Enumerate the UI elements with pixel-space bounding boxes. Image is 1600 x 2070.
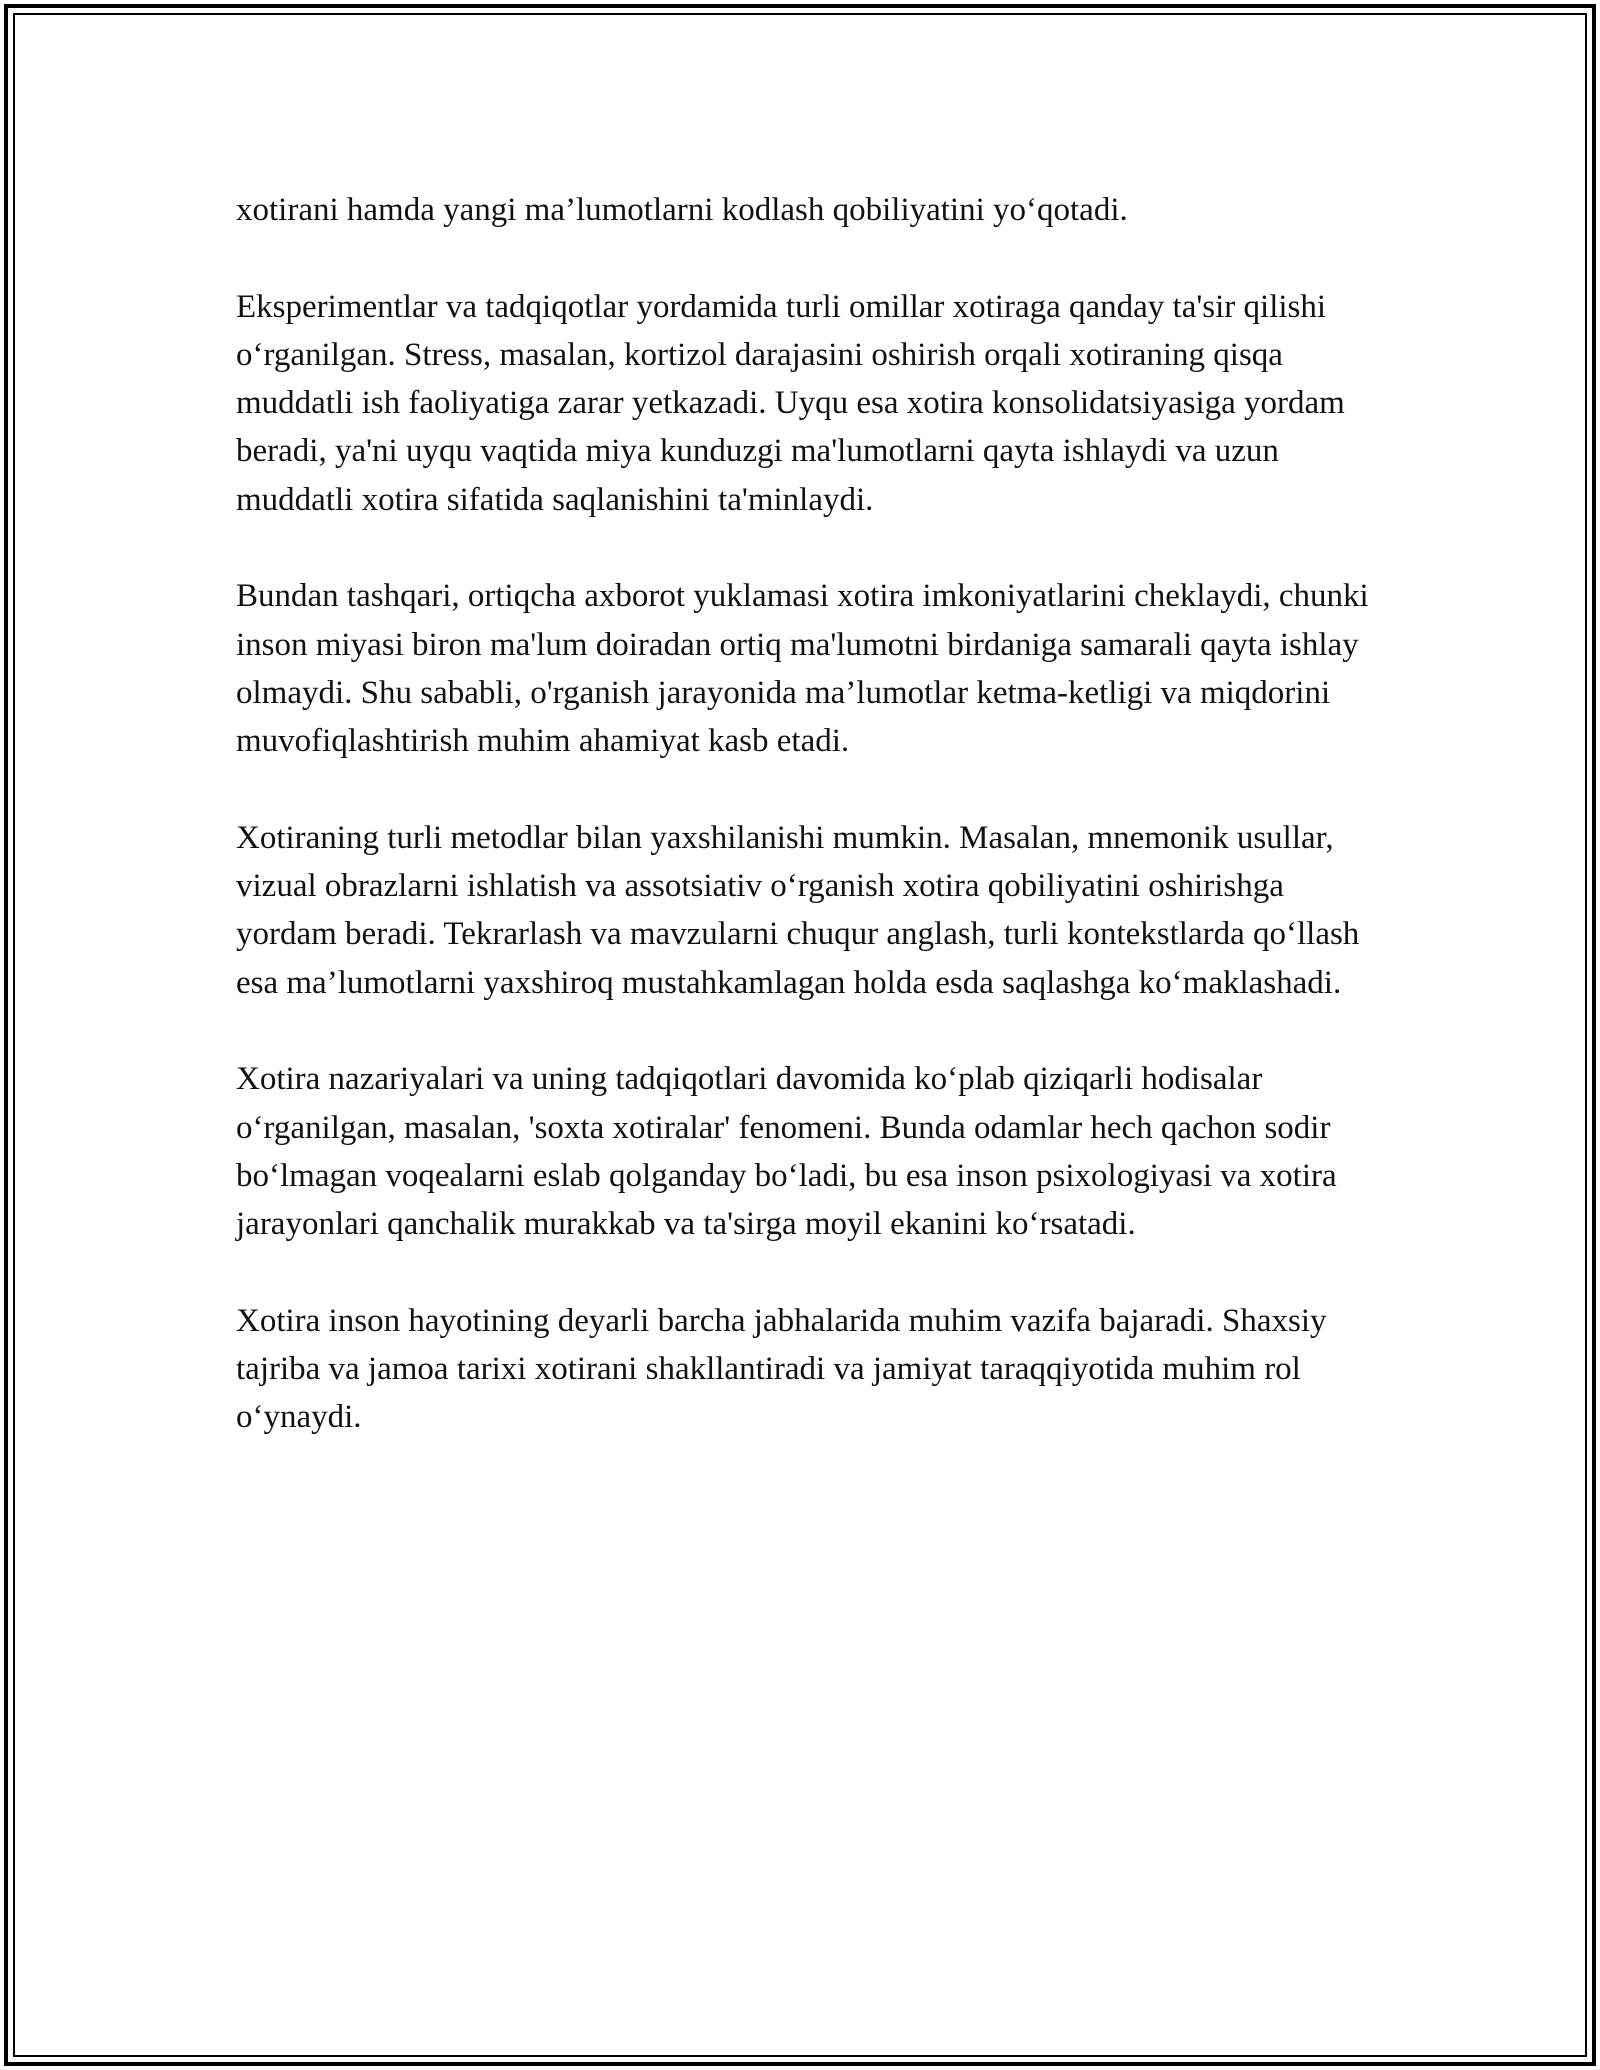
paragraph-5: Xotira nazariyalari va uning tadqiqotlari davomida ko‘plab qiziqarli hodisalar o‘rganilgan, masalan, 'soxta xotiralar' fenomeni. Bunda odamlar hech qachon sodir bo‘lmagan voqealarni eslab qolganday bo‘ladi, bu esa inson psixologiyasi va xotira jarayonlari qanchalik murakkab va ta'sirga moyil ekanini ko‘rsatadi. [236, 1061, 1337, 1243]
paragraph-3: Bundan tashqari, ortiqcha axborot yuklamasi xotira imkoniyatlarini cheklaydi, chunki inson miyasi biron ma'lum doiradan ortiq ma'lumotni birdaniga samarali qayta ishlay olmaydi. Shu sababli, o'rganish jarayonida ma’lumotlar ketma-ketligi va miqdorini muvofiqlashtirish muhim ahamiyat kasb etadi. [236, 578, 1369, 760]
paragraph-6: Xotira inson hayotining deyarli barcha jabhalarida muhim vazifa bajaradi. Shaxsiy tajriba va jamoa tarixi xotirani shakllantiradi va jamiyat taraqqiyotida muhim rol o‘ynaydi. [236, 1302, 1327, 1436]
paragraph-4: Xotiraning turli metodlar bilan yaxshilanishi mumkin. Masalan, mnemonik usullar, vizual obrazlarni ishlatish va assotsiativ o‘rganish xotira qobiliyatini oshirishga yordam beradi. Tekrarlash va mavzularni chuqur anglash, turli kontekstlarda qo‘llash esa ma’lumotlarni yaxshiroq mustahkamlagan holda esda saqlashga ko‘maklashadi. [236, 819, 1360, 1001]
document-body [236, 186, 1376, 1442]
paragraph-2: Eksperimentlar va tadqiqotlar yordamida turli omillar xotiraga qanday ta'sir qilishi o‘rganilgan. Stress, masalan, kortizol darajasini oshirish orqali xotiraning qisqa muddatli ish faoliyatiga zarar yetkazadi. Uyqu esa xotira konsolidatsiyasiga yordam beradi, ya'ni uyqu vaqtida miya kunduzgi ma'lumotlarni qayta ishlaydi va uzun muddatli xotira sifatida saqlanishini ta'minlaydi. [236, 288, 1345, 518]
paragraph-1: xotirani hamda yangi ma’lumotlarni kodlash qobiliyatini yo‘qotadi. [236, 192, 1128, 228]
